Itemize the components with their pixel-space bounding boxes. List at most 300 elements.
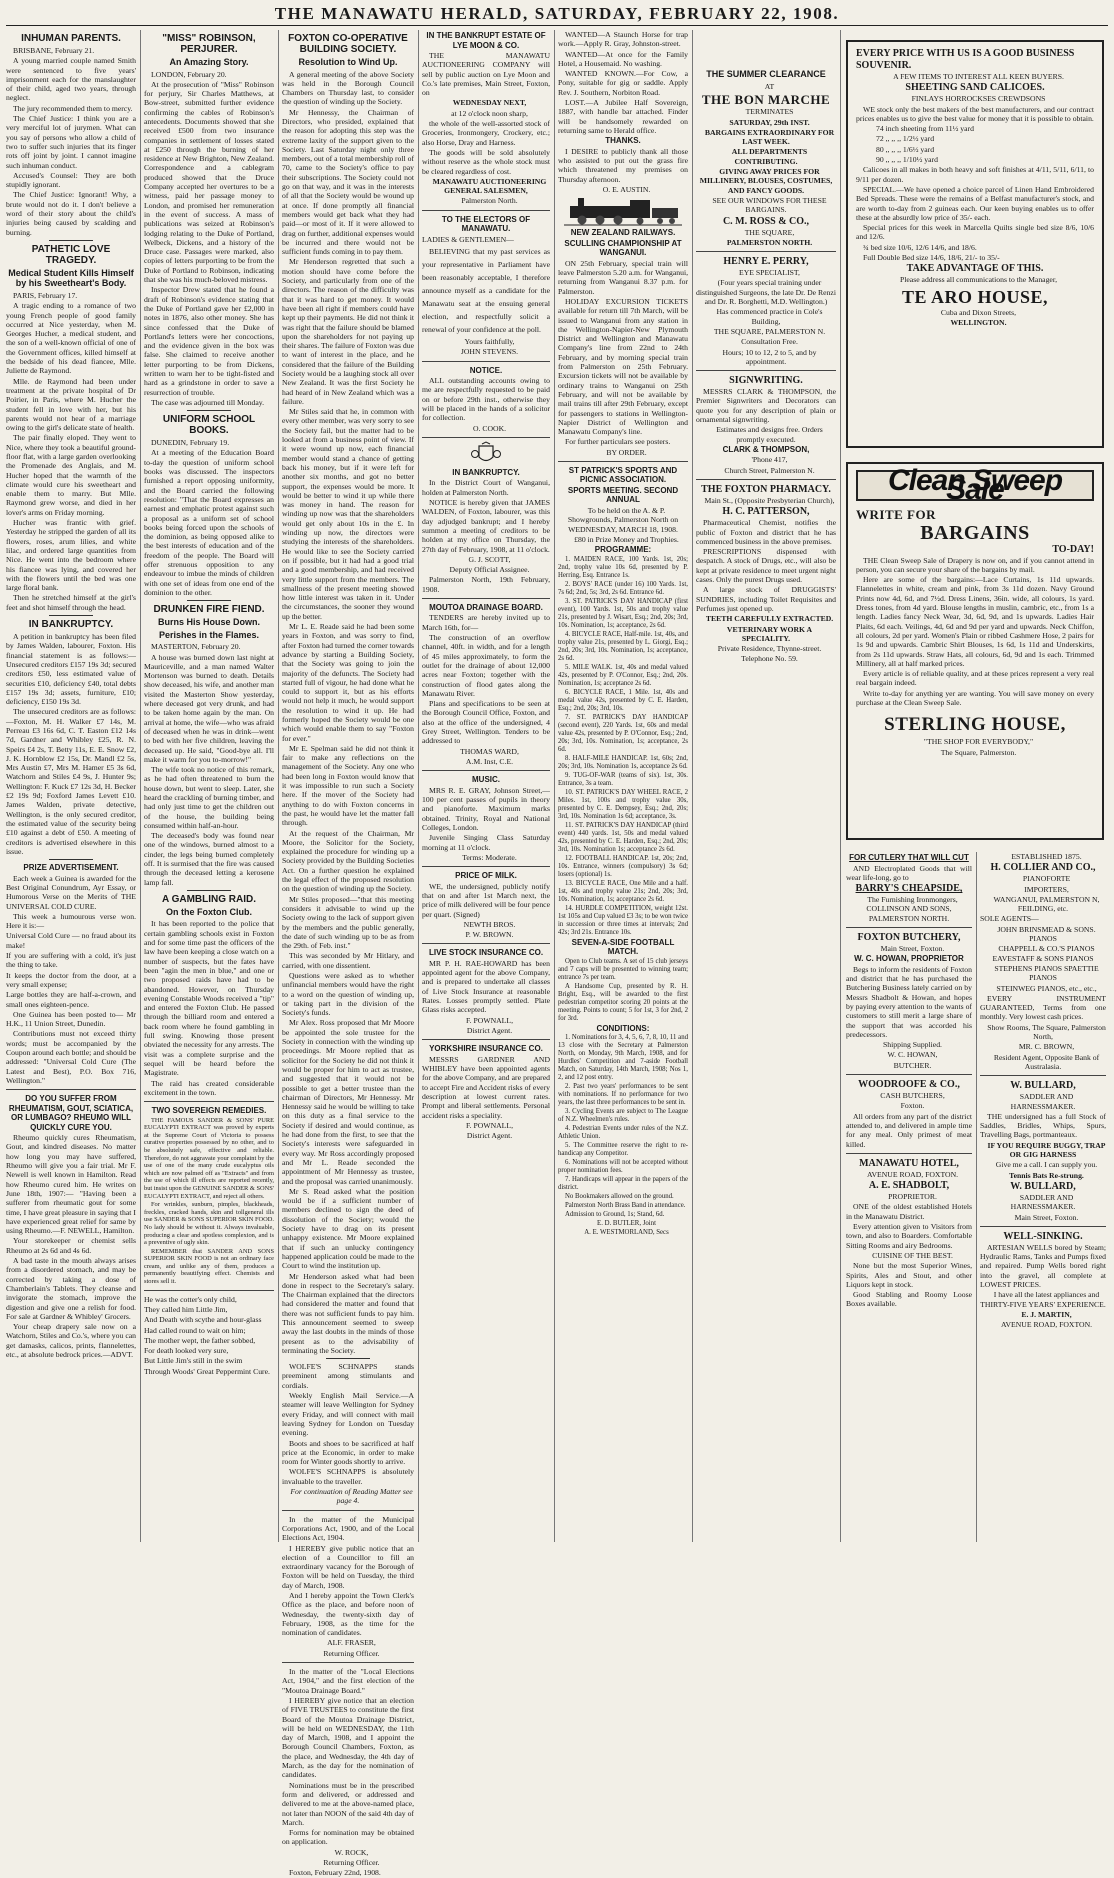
headline: TWO SOVEREIGN REMEDIES. — [151, 1106, 267, 1116]
signature-title: Returning Officer. — [323, 1648, 380, 1658]
salutation: LADIES & GENTLEMEN— — [422, 234, 514, 244]
paragraph: This was seconded by Mr Hitlary, and carried, with one dissentient. — [282, 951, 414, 970]
programme-item: 7. ST. PATRICK'S DAY HANDICAP (second event), 220 Yards. 1st, 60s and medal value 42s, presented by P. O'Connor, Esq.; 2nd, 20s; 3rd, 10s. Nomination, 1s; acceptance, 2s 6d. — [558, 713, 688, 753]
headline: MOUTOA DRAINAGE BOARD. — [429, 602, 543, 612]
paragraph: Good Stabling and Roomy Loose Boxes available. — [846, 1290, 972, 1309]
proprietor: W. C. HOWAN, PROPRIETOR — [854, 954, 964, 964]
paragraph: Estimates and designs free. Orders promptly executed. — [716, 425, 823, 444]
signature-title: Returning Officer. — [323, 1858, 380, 1868]
dateline: BRISBANE, February 21. — [13, 46, 95, 55]
paragraph: Shipping Supplied. — [883, 1040, 942, 1050]
paragraph: A general meeting of the above Society was held in the Borough Council Chambers on Thursday last, to consider the question of winding up the Society. — [282, 69, 414, 107]
paragraph: Mr Henderson asked what had been done in respect to the Secretary's salary. The Chairman explained that the directors had considered the matter and found that there was not sufficient funds to pay him. This announcement seemed to sweep away the last doubts in the minds of those present as to the advisability of terminating the Society. — [282, 1271, 414, 1355]
subheadline: SCULLING CHAMPIONSHIP AT WANGANUI. — [564, 238, 682, 258]
classified-ad: WANTED—A Staunch Horse for trap work.—Apply R. Gray, Johnston-street. — [558, 30, 688, 49]
ad-headline: BARGAINS — [920, 521, 1030, 544]
paragraph: Mr Stiles said that he, in common with every other member, was very sorry to see the Society fail, but the matter had to be looked at from a business point of view. If it were wound up now, each financial member would stand a chance of getting back his money, but if it were left for another six months, and got no better support, the expenses would be more. It would be better to wind it up while there was money in hand. The reason for winding up now was that the shareholders would get only about 10s in the £. In winding up now, the directors were studying the interests of the shareholders. He would like to see the Society carried on if possible, but it had had a good trial and a good membership, and had received very little support from the members. The smallness of the present meeting showed how little interest was taken in it. Under the circumstances, the sooner they wound up the better. — [282, 407, 414, 621]
business-name: W. BULLARD, — [1010, 1080, 1076, 1092]
subheadline: An Amazing Story. — [169, 57, 249, 67]
store-name: C. M. ROSS & CO., — [722, 215, 810, 227]
paragraph: MESSRS CLARK & THOMPSON, the Premier Signwriters and Decorators can quote you for any description of plain or ornamental signwriting. — [696, 387, 836, 425]
notice: Nominations must be in the prescribed form and delivered, or addressed and delivered to me at the above-named place, not later than NOON of the said 4th day of March. — [282, 1780, 414, 1827]
paragraph: NOTICE is hereby given that JAMES WALDEN, of Foxton, labourer, was this day adjudged bankrupt; and I hereby summon a meeting of creditors to be holden at my office on Thursday, the 27th day of February, 1908, at 11 o'clock. — [422, 498, 550, 554]
business-name: THE FOXTON PHARMACY. — [701, 484, 831, 495]
paragraph: EYE SPECIALIST, — [739, 268, 800, 278]
paragraph: Pharmaceutical Chemist, notifies the public of Foxton and district that he has commenced business in the above premises. — [696, 518, 836, 546]
paragraph: All orders from any part of the district attended to, and delivered in ample time for any meal. Only primest of meat killed. — [846, 1111, 972, 1149]
paragraph: THE MANAWATU AUCTIONEERING COMPANY will sell by public auction on Lye Moon and Co.'s late premises, Main Street, Foxton, on — [422, 51, 550, 98]
notice: I HEREBY give public notice that an election of a Councillor to fill an extraordinary vacancy for the Borough of Foxton will be held on Tuesday, the third day of March, 1908. — [282, 1543, 414, 1590]
store-address: THE SQUARE, — [744, 227, 795, 237]
column-8 — [846, 852, 972, 1542]
paragraph: 'Phone 417, — [751, 455, 788, 465]
notice-date: Foxton, February 22nd, 1908. — [289, 1868, 381, 1878]
store-tagline: "THE SHOP FOR EVERYBODY," — [923, 737, 1034, 747]
paragraph: Boots and shoes to be sacrificed at half price at the Economic, in order to make room for Winter goods shortly to arrive. — [282, 1438, 414, 1467]
paragraph: Every article is of reliable quality, and at these prices represent a very real real bargain indeed. — [856, 669, 1094, 688]
programme-item: 6. BICYCLE RACE, 1 Mile. 1st, 40s and medal value 42s, presented by C. E. Harden, Esq.; 2nd, 20s; 3rd, 10s. — [558, 688, 688, 712]
paragraph: The jury recommended them to mercy. — [13, 103, 133, 113]
headline: THANKS. — [605, 136, 641, 146]
signature: W. ROCK, — [334, 1847, 369, 1857]
headline: PRIZE ADVERTISEMENT. — [23, 863, 119, 873]
paragraph: STEINWEG PIANOS, etc., etc., — [996, 983, 1097, 993]
signature: O. COOK. — [472, 423, 507, 433]
auctioneer-name: MANAWATU AUCTIONEERING GENERAL SALESMEN, — [432, 176, 547, 196]
paragraph: A petition in bankruptcy has been filed by James Walden, labourer, Foxton. His financial statement is as follows:—Unsecured creditors £157 19s 3d; secured creditors £50, less estimated value of securities £10, deficiency £40, total debts £157 19s 3d; assets, furniture, £10; deficiency, £150 19s 3d. — [6, 632, 136, 707]
paragraph: One Guinea has been posted to— Mr H.K., 11 Union Street, Dunedin. — [6, 1009, 136, 1029]
notice: In the matter of the "Local Elections Act, 1904," and the first election of the "Moutoa Drainage Board." — [282, 1667, 414, 1695]
divider — [422, 210, 550, 211]
verse-line: The mother wept, the father sobbed, — [144, 1335, 256, 1345]
programme-item: 1. MAIDEN RACE, 100 Yards. 1st, 20s; 2nd, trophy value 10s 6d, presented by P. Herring, Esq. Entrance 1s. — [558, 555, 688, 579]
headline: YORKSHIRE INSURANCE CO. — [429, 1044, 543, 1054]
programme-item: 2. BOYS' RACE (under 16) 100 Yards. 1st, 7s 6d; 2nd, 5s; 3rd, 2s 6d. Entrance 6d. — [558, 580, 688, 596]
paragraph: MR. C. BROWN, — [1018, 1042, 1075, 1052]
subheadline: Burns His House Down. — [157, 617, 260, 628]
verse-line: They called him Little Jim, — [144, 1304, 228, 1314]
divider — [422, 437, 550, 438]
paragraph: Mr Henderson regretted that such a motion should have come before the Society, and particularly from one of the directors. The reason of the difficulty was that it was hard to get money. It would have been all right if members could have kept up their payments. He did not think it was right that the failure should be blamed upon the shareholders for not paying up their shares. The failure of Foxton was due to want of interest in the place, and he considered that the failure of the Building Society would be a laughing stock all over New Zealand. It was the first Society he had heard of in New Zealand which was a failure. — [282, 257, 414, 406]
paragraph: the whole of the well-assorted stock of Groceries, Ironmongery, Crockery, etc.; also Horse, Dray and Harness. — [422, 119, 550, 147]
paragraph: The raid has created considerable excitement in the town. — [144, 1078, 274, 1097]
paragraph: THE FAMOUS SANDER & SONS' PURE EUCALYPTI EXTRACT was proved by experts at the Supreme Court of Victoria to possess curative properties possessed by no other, and to be absolutely safe, effective and reliable. Therefore, do not aggravate your complaint by the use of one of the many crude eucalyptus oils which are now palmed off as "Extracts" and from the use of which ill effects are reported recently, but insist upon the GENUINE SANDER & SONS' EUCALYPTI EXTRACT, and reject all others. — [144, 1116, 274, 1200]
verse-line: Universal Cold Cure — no fraud about its make! — [6, 931, 136, 950]
store-address: The Square, Palmerston. — [940, 747, 1017, 757]
signature: E. D. BUTLER, Joint — [597, 1220, 656, 1228]
paragraph: ARTESIAN WELLS bored by Steam; Hydraulic Rams, Tanks and Pumps fixed and repaired. Pump Wells bored right into the gravel, all complete at LOWEST PRICES. — [980, 1242, 1106, 1289]
paragraph: THE SQUARE, PALMERSTON N. — [713, 326, 826, 336]
headline: SEVEN-A-SIDE FOOTBALL MATCH. — [571, 937, 675, 957]
paragraph: The Furnishing Ironmongers, COLLINSON AND SONS, PALMERSTON NORTH. — [866, 895, 958, 923]
condition-item: 4. Pedestrian Events under rules of the N.Z. Athletic Union. — [558, 1125, 688, 1141]
paragraph: Questions were asked as to whether unfinancial members would have the right to a word on the question of winding up, or taking part in the division of the Society's funds. — [282, 971, 414, 1018]
paragraph: IMPORTERS, — [1024, 884, 1069, 894]
paragraph: A tragic ending to a romance of two young French people of good family occurred at Nice yesterday, when M. Georges Hucher, a medical student, and the son of a well-known official of one of the Government offices, killed himself at the bedside of his dead fiancee, Mlle. Juliette de Raymond. — [6, 301, 136, 376]
business-name: HENRY E. PERRY, — [723, 256, 809, 268]
paragraph: A young married couple named Smith were sentenced to five years' imprisonment each for the manslaughter of their child, aged two years, through neglect. — [6, 56, 136, 103]
paragraph: A Handsome Cup, presented by R. H. Bright, Esq., will be awarded to the first pedestrian competitor scoring 20 points at the meeting. Points to count; 5 for 1st, 3 for 2nd, 2 for 3rd. — [558, 982, 688, 1022]
subheadline: Medical Student Kills Himself by his Sweetheart's Body. — [8, 267, 134, 289]
paragraph: AVENUE ROAD, FOXTON. — [866, 1169, 959, 1179]
paragraph: Church Street, Palmerston N. — [724, 465, 815, 475]
headline: A GAMBLING RAID. — [161, 893, 257, 905]
business-name: MANAWATU HOTEL, — [859, 1157, 959, 1169]
divider — [422, 361, 550, 362]
ad-headline: WRITE FOR — [856, 506, 936, 522]
divider — [187, 600, 231, 601]
divider — [422, 943, 550, 944]
paragraph: The Chief Justice: Ignorant! Why, a brute would not do it. I don't believe a word of their story about the child's injuries being caused by scalding and burning. — [6, 190, 136, 237]
paragraph: Then he stretched himself at the girl's feet and shot himself through the head. — [6, 593, 136, 612]
paragraph: PIANOFORTE — [1022, 874, 1071, 884]
paragraph: Calicoes in all makes in both heavy and soft finishes at 4/11, 5/11, 6/11, to 9/11 per dozen. — [856, 165, 1094, 184]
locomotive-icon — [564, 196, 682, 226]
paragraph: It has been reported to the police that certain gambling schools exist in Foxton and for some time past the officers of the law have been keeping a close watch on a number of suspects, but the fates have been "agin the men in blue," and one or two proposed raids have had to be abandoned. However, on Thursday evening Constable Woods received a "tip" and entered the Foxton Club. He passed through the billiard room and entered a back room where he found gambling in full swing. Knowing those present obviated the necessity for any arrests. The visit was a complete surprise and the sequel will be heard before the Magistrate. — [144, 919, 274, 1078]
paragraph: Your storekeeper or chemist sells Rheumo at 2s 6d and 4s 6d. — [6, 1236, 136, 1255]
column-4 — [422, 30, 550, 1542]
notice: I HEREBY give notice that an election of FIVE TRUSTEES to constitute the first Board of the Moutoa Drainage District, will be held on WEDNESDAY, the 11th day of March, 1908, and I appoint the Borough Council Chambers, Foxton, as the place, and Wednesday, the 4th day of March, as the day for the nomination of candidates. — [282, 1695, 414, 1780]
verse-line: For death looked very sure, — [144, 1346, 229, 1356]
headline: NOTICE. — [469, 365, 503, 375]
divider — [422, 1039, 550, 1040]
paragraph: To be held on the A. & P. Showgrounds, Palmerston North on WEDNESDAY, MARCH 18, 1908. — [567, 505, 679, 534]
headline: WELL-SINKING. — [1003, 1230, 1083, 1242]
headline: MUSIC. — [472, 775, 500, 785]
signature: W. C. HOWAN, — [887, 1050, 938, 1060]
signature: ALF. FRASER, — [327, 1638, 376, 1648]
signature-title: BUTCHER. — [893, 1060, 932, 1070]
headline: ST PATRICK'S SPORTS AND PICNIC ASSOCIATION. — [568, 465, 678, 485]
paragraph: ALL DEPARTMENTS CONTRIBUTING. — [731, 147, 808, 166]
headline: UNIFORM SCHOOL BOOKS. — [162, 414, 256, 437]
divider — [187, 890, 231, 891]
paragraph: Consultation Free. — [741, 337, 798, 347]
headline: IN BANKRUPTCY. — [28, 619, 114, 631]
signature-title: A.M. Inst, C.E. — [465, 756, 514, 766]
continuation-note: For continuation of Reading Matter see page 4. — [290, 1487, 413, 1506]
paragraph: Mr Alex. Ross proposed that Mr Moore be appointed the sole trustee for the Society in connection with the winding up proceedings. Mr Moore replied that as solicitor for the Society he did not think it would be proper for him to act as trustee, and suggested that it would not be possible to get a better trustee than the chairman of Directors, Mr Hennessy. Mr Hennessy said he would be willing to take on this duty as a final service to the Society if desired and would continue, as he had done from the first, to see that the Society's interests were safeguarded in every way. Mr Ross accordingly proposed and Mr L. Reade seconded the appointment of Mr Hennessy as trustee, and the proposal was carried unanimously. — [282, 1018, 414, 1186]
signature: BY ORDER. — [606, 447, 647, 457]
divider — [282, 1510, 414, 1511]
te-aro-house-ad — [846, 40, 1104, 450]
signature: E. J. MARTIN, — [1021, 1309, 1072, 1319]
signature-title: District Agent. — [466, 1025, 513, 1035]
paragraph: Mr Stiles proposed—"that this meeting considers it advisable to wind up the Society owing to the lack of support given by the members and the public generally, the date of such winding up to be as from the 29th. of Feb. inst." — [282, 894, 414, 951]
paragraph: The pair finally eloped. They went to Nice, where they took a beautiful ground-floor flat, with a large garden overlooking the Promenade des Anglais, and M. Hucher hoped that the warmth of the climate would cure his sweetheart and enable them to marry. But Mlle. Raymond grew worse, and died in her lover's arms on Friday morning. — [6, 433, 136, 517]
condition-item: 2. Past two years' performances to be sent with nominations. If no performance for two years, the last three performances to be sent in. — [558, 1083, 688, 1107]
column-rule — [554, 30, 555, 1542]
paragraph: At the request of the Chairman, Mr Moore, the Solicitor for the Society, explained the procedure for winding up a Society provided by the Building Societies Act. On a further question he explained the legal effect of the proposed resolution on the question of winding up the Society. — [282, 828, 414, 894]
paragraph: Palmerston North Brass Band in attendance. — [565, 1202, 686, 1210]
column-3 — [282, 30, 414, 1878]
programme-item: 9. TUG-OF-WAR (teams of six). 1st, 30s. Entrance, 3s a team. — [558, 771, 688, 787]
paragraph: SPECIAL.—We have opened a choice parcel of Linen Hand Embroidered Bed Spreads. These were the remains of a Belfast manufacturer's stock, and are worth to-day from 2 guineas each. Our keen buying enables us to offer these at the absurdly low price of 35/- each. — [856, 184, 1094, 222]
divider — [980, 1226, 1106, 1227]
paragraph: SEE OUR WINDOWS FOR THESE BARGAINS. — [712, 195, 827, 215]
paragraph: WE, the undersigned, publicly notify that on and after 1st March next, the price of milk delivered will be four pence per quart. (Signed) — [422, 881, 550, 919]
paragraph: Open to Club teams. A set of 15 club jerseys and 7 caps will be presented to winning team; entrance 7s per team. — [558, 957, 688, 981]
classified-ad: WANTED KNOWN.—For Cow, a Pony, suitable for gig or saddle. Apply Rev. J. Southern, Norbiton Road. — [558, 69, 688, 97]
signature-title: District Agent. — [466, 1131, 513, 1141]
paragraph: Plans and specifications to be seen at the Borough Council Office, Foxton, and also at the office of the undersigned, 4 Grey Street, Wellington. Tenders to be addressed to — [422, 699, 550, 746]
store-address: Cuba and Dixon Streets, — [940, 307, 1017, 317]
paragraph: Hucher was frantic with grief. Yesterday he stripped the garden of all its flowers, roses, arum lilies, and white lilac, and ordered large quantities from Nice. He went into the bedroom where his fiancee was lying, and covered her with the flowers until the bed was one large floral bank. — [6, 518, 136, 593]
classified-ad: LOST.—A Jubilee Half Sovereign, 1887, with handle bar attached. Finder will be handsomely rewarded on returning same to Herald office. — [558, 98, 688, 135]
paragraph: No Bookmakers allowed on the ground. — [565, 1193, 674, 1201]
paragraph: In the District Court of Wanganui, holden at Palmerston North. — [422, 478, 550, 497]
paragraph: CUISINE OF THE BEST. — [872, 1250, 953, 1260]
paragraph: Private Residence, Thynne-street. — [717, 644, 822, 654]
dateline: DUNEDIN, February 19. — [151, 438, 230, 448]
ad-headline: TAKE ADVANTAGE OF THIS. — [906, 263, 1044, 275]
sale-date: WEDNESDAY NEXT, — [452, 98, 527, 108]
paragraph: PRESCRIPTIONS dispensed with despatch. A stock of Drugs, etc., will also be kept at private residence to meet urgent night cases. Only the purest Drugs used. — [696, 547, 836, 585]
verse-line: Large bottles they are half-a-crown, and small ones eighteen-pence. — [6, 990, 136, 1009]
divider — [49, 615, 93, 616]
paragraph: AND Electroplated Goods that will wear life-long, go to — [846, 863, 972, 882]
paragraph: The case was adjourned till Monday. — [151, 397, 265, 407]
subheadline: SPORTS MEETING. SECOND ANNUAL — [567, 485, 679, 505]
paragraph: Main St., (Opposite Presbyterian Church), — [704, 496, 835, 505]
divider — [187, 410, 231, 411]
headline: PRICE OF MILK. — [455, 871, 517, 881]
programme-item: 14. HURDLE COMPETITION, weight 12st. 1st 105s and Cup valued £3 3s; to be won twice in succession or three times at intervals; 2nd 42s; 3rd 21s. Entrance 10s. — [558, 904, 688, 936]
paragraph: AT — [764, 82, 775, 91]
paragraph: Mlle. de Raymond had been under treatment at the private hospital of Dr Poirier, in Paris, where M. Hucher the student fell in love with her, but his parents would not hear of a marriage owing to the girl's delicate state of health. — [6, 376, 136, 433]
divider — [846, 927, 972, 928]
verse-line: But Little Jim's still in the swim — [144, 1356, 243, 1366]
headline: SIGNWRITING. — [729, 375, 803, 387]
column-rule — [840, 30, 841, 1542]
paragraph: Telephone No. 59. — [741, 654, 798, 664]
paragraph: Inspector Drew stated that he found a draft of Robinson's evidence stating that the Duke of Portland gave her £2,000 in notes in 1876, also other money. She has since confessed that the Duke of Portland's letters were her concoctions, and the evidence given in the box was false. She claimed to receive another letter purporting to be from Dickens, written to warn her to be tight-fisted and hard as a grindstone in order to save a resurrection of trouble. — [144, 285, 274, 397]
column-rule — [976, 852, 977, 1542]
programme-item: 11. ST. PATRICK'S DAY HANDICAP (third event) 440 yards. 1st, 50s and medal valued 42s, presented by C. E. Harden, Esq.; 2nd, 20s; 3rd, 10s. Nomination 1s; acceptance 2s 6d. — [558, 821, 688, 853]
headline: THE SUMMER CLEARANCE — [706, 69, 826, 79]
column-9 — [980, 852, 1106, 1542]
paragraph: WOLFE'S SCHNAPPS is absolutely invaluable to the traveller. — [282, 1467, 414, 1486]
paragraph: WANGANUI, PALMERSTON N, FEILDING, etc. — [993, 894, 1100, 914]
divider — [422, 598, 550, 599]
paragraph: TERMINATES — [745, 107, 794, 117]
column-7 — [696, 30, 836, 1542]
paragraph: Accused's Counsel: They are both stupidly ignorant. — [6, 170, 136, 190]
condition-item: 7. Handicaps will appear in the papers of the district. — [558, 1176, 688, 1192]
paragraph: SATURDAY, 29th INST. — [729, 117, 810, 127]
column-rule — [692, 30, 693, 1542]
headline: INHUMAN PARENTS. — [21, 33, 121, 44]
condition-item: 1. Nominations for 3, 4, 5, 6, 7, 8, 10, 11 and 13 close with the Secretary at Palmerston North, on Monday, 9th March, 1908, and for Hurdles' Competition and 7-aside Football Match, on Saturday, 14th March, 1908; Nos 1, 2, and 12 post entry. — [558, 1034, 688, 1082]
business-name: H. C. PATTERSON, — [722, 506, 810, 518]
condition-item: 3. Cycling Events are subject to The League of N.Z. Wheelmen's rules. — [558, 1108, 688, 1124]
paragraph: I DESIRE to publicly thank all those who assisted to put out the grass fire which threatened my premises on Thursday afternoon. — [558, 146, 688, 184]
paragraph: SOLE AGENTS— — [980, 914, 1039, 924]
verse-line: Through Woods' Great Peppermint Cure. — [144, 1366, 270, 1376]
headline: IN THE BANKRUPT ESTATE OF LYE MOON & CO. — [426, 31, 546, 50]
price-row: 90 ,, ,, ,, 1/10½ yard — [876, 155, 938, 165]
royal-crest-icon — [469, 442, 503, 466]
signature: JOHN STEVENS. — [460, 347, 519, 357]
subheadline: On the Foxton Club. — [166, 906, 252, 917]
divider — [696, 251, 836, 252]
paragraph: ALL outstanding accounts owing to me are respectfully requested to be paid on or before 29th inst., otherwise they will be placed in the hands of a solicitor for collection. — [422, 376, 550, 423]
dateline: MASTERTON, February 20. — [151, 642, 241, 652]
headline: "MISS" ROBINSON, PERJURER. — [162, 33, 256, 55]
signature: A. E. WESTMORLAND, Secs — [584, 1229, 669, 1237]
ad-headline: TO-DAY! — [1052, 543, 1094, 555]
notice-date: Palmerston North, 19th February, 1908. — [422, 575, 550, 594]
paragraph: Begs to inform the residents of Foxton and district that he has purchased the Butchering Business lately carried on by Messrs Shadbolt & Howan, and hopes by paying every attention to the wants of customers to still merit a large share of the support that was accorded his predecessors. — [846, 964, 972, 1039]
paragraph: Here are some of the bargains:—Lace Curtains, 1s 11d upwards. Flannelettes in white, cream and pink, from 3s 11d dozen. Navy Ground Prints now 4d, 6d, and 7½d. Dress Linens, 36in. wide, all colours, 1s yard. Dress tones, from 4d yard. Blouse lengths in muslin, cambric, etc., from 1s a length. Ladies fancy Neck Wear, 3d, 6d, 9d, and 1s upwards. Ladies Hair Plaits, 6d each. Veilings, 4d, 6d and 9d per yard and upwards. Neck Chiffon, all colours, 2d per yard. Women's Plain or ribbed Cashmere Hose, 2 pairs for 1s 9d and upwards. Cambric Shirt Blouses, 1s 6d, 1s 11d and Underskirts, from 2s 11d upwards. Straw Hats, all colours, 6d, 9d and 1s each. Trimmed Millinery, all at half marked prices. — [856, 575, 1094, 668]
paragraph: JOHN BRINSMEAD & SONS. PIANOS — [997, 924, 1096, 944]
notice: In the matter of the Municipal Corporations Act, 1900, and of the Local Elections Act, 1904. — [282, 1514, 414, 1543]
business-name: FOXTON BUTCHERY, — [857, 931, 961, 943]
paragraph: STEPHENS PIANOS SPAETTIE PIANOS — [994, 963, 1099, 983]
paragraph: (Four years special training under distinguished Surgeons, the late Dr. De Renzi and Dr. R. Borghetti, M.D. Wellington.) — [696, 278, 836, 307]
paragraph: A large stock of DRUGGISTS' SUNDRIES, including Toilet Requisites and Perfumes just opened up. — [696, 585, 836, 613]
paragraph: The construction of an overflow channel, 40ft. in width, and for a length of 45 miles approximately, to form the outlet for the drainage of about 12,000 acres near Foxton; together with the construction of flood gates along the Manawatu River. — [422, 633, 550, 698]
signature: NEWTH BROS. — [463, 919, 516, 929]
verse-line: Had called round to wait on him; — [144, 1325, 246, 1335]
ad-headline: DO YOU SUFFER FROM RHEUMATISM, GOUT, SCIATICA, OR LUMBAGO? RHEUMO WILL QUICKLY CURE YOU. — [8, 1094, 134, 1132]
divider — [144, 1290, 274, 1291]
column-rule — [278, 30, 279, 1542]
paragraph: The unsecured creditors are as follows:—Foxton, M. H. Walker £7 14s, M. Perreau £3 16s 6d, C. T. Easton £12 14s 7d, Gardner and Whibley £25, R. N. Speirs £4 2s, T. Betty 11s, E. E. Snow £2, J. K. Hornblow £2 15s, Dr. Mandl £2 5s, Mrs Austin £7, Mrs M. Hamer £5 3s 6d, Watchorn and Stiles £4 9s, J. Hunter 9s; Wellington: F. Kuck £7 12s 3d, H. Becker £2 19s 9d; Foxford James Levett £10. James Walden, private detective, Wellington, is the only secured creditor, the estimated value of the security being £10 against a debt of £50. A meeting of creditors is advertised elsewhere in this issue. — [6, 707, 136, 856]
headline: IN BANKRUPTCY. — [452, 467, 520, 477]
paragraph: Special prices for this week in Marcella Quilts single bed size 8/6, 10/6 and 12/6. — [856, 223, 1094, 242]
signature-title: AVENUE ROAD, FOXTON. — [1000, 1320, 1093, 1330]
paragraph: IF YOU REQUIRE BUGGY, TRAP OR GIG HARNESS — [987, 1140, 1106, 1160]
divider — [49, 240, 93, 241]
masthead: THE MANAWATU HERALD, SATURDAY, FEBRUARY 22, 1908. — [274, 4, 840, 23]
sale-time: at 12 o'clock noon sharp, — [451, 108, 528, 118]
paragraph: Main Street, Foxton. — [880, 943, 945, 953]
divider — [282, 1662, 414, 1663]
ad-subheadline: A FEW ITEMS TO INTEREST ALL KEEN BUYERS. — [893, 72, 1064, 81]
programme-item: 8. HALF-MILE HANDICAP. 1st, 60s; 2nd, 20s; 3rd, 10s. Nomination 1s, acceptance 2s 6d. — [558, 754, 688, 770]
paragraph: EVERY INSTRUMENT GUARANTEED, Terms from one monthly. Very lowest cash prices. — [980, 993, 1106, 1022]
paragraph: ON 25th February, special train will leave Palmerston 5.20 a.m. for Wanganui, returning from Wanganui 8.37 p.m. for Palmerston. — [558, 258, 688, 296]
paragraph: Tennis Bats Re-strung. — [1009, 1170, 1084, 1180]
proprietor: A. E. SHADBOLT, — [868, 1180, 950, 1192]
paragraph: Full Double Bed size 14/6, 18/6, 21/- to 35/- — [863, 253, 1000, 263]
subheadline: Resolution to Wind Up. — [298, 57, 398, 67]
paragraph: The goods will be sold absolutely without reserve as the whole stock must be cleared regardless of cost. — [422, 147, 550, 176]
classified-ad: WANTED—At once for the Family Hotel, a Housemaid. No washing. — [558, 49, 688, 68]
verse-line: It keeps the doctor from the door, at a very small expense; — [6, 970, 136, 989]
paragraph: The wife took no notice of this remark, as he had often threatened to burn the house down, but went to sleep. Later, she heard the crackling of burning timber, and had only just time to get the children out of the house, the building being consumed within half-an-hour. — [144, 765, 274, 830]
brand-list: FINLAYS HORROCKSES CREWDSONS — [911, 94, 1046, 104]
paragraph: Every attention given to Visitors from town, and also to Boarders. Comfortable Sitting Rooms and airy Bedrooms. — [846, 1222, 972, 1250]
store-city: PALMERSTON NORTH. — [726, 237, 813, 247]
paragraph: SADDLER AND HARNESSMAKER. — [1010, 1092, 1076, 1111]
divider — [696, 479, 836, 480]
paragraph: Resident Agent, Opposite Bank of Australasia. — [993, 1052, 1100, 1071]
divider — [6, 1089, 136, 1090]
masthead-rule — [6, 25, 1108, 26]
paragraph: Mr Hennessy, the Chairman of Directors, who presided, explained that the reason for adopting this step was the extreme laxity of the support given to the Society. Last Saturday night only three members, out of a total membership roll of 70, came to the Society's office to pay their subscriptions. The Society could not go on that way, and it was in the interests of all that the Society would be wound up at once. If done promptly all financial members would get back what they had paid—or most of it. If it were allowed to drag on further, additional expenses would be incurred and there would not be sufficient funds coming in to pay them. — [282, 107, 414, 257]
signature-title: PROPRIETOR. — [888, 1192, 937, 1202]
paragraph: Rheumo quickly cures Rheumatism, Gout, and kindred diseases. No matter how long you may have suffered, Rheumo will give you a fair trial. Mr F. Newell is well known in Hamilton. Read how Rheumo cured him. He writes on June 18th, 1907:— "Having been a sufferer from rheumatic gout for some time, I have great pleasure in saying that I have experienced great relief for same by using Rheumo.—F. NEWELL, Hamilton. — [6, 1133, 136, 1236]
subheadline: Perishes in the Flames. — [158, 629, 260, 640]
signature: G. J. SCOTT, — [468, 554, 511, 564]
paragraph: At a meeting of the Education Board to-day the question of uniform school books was discussed. The inspectors furnished a report opposing uniformity, and the Board carried the following resolution: "That the Board expresses an earnest and emphatic protest against such a proposal as a uniform set of school books being forced upon the schools of the dominion, as being opposed alike to the best interests of education and of the freedom of the people. The Board will offer strenuous opposition to any endeavour to imbue the minds of children with one set of ideas from one end of the dominion to the other. — [144, 448, 274, 597]
paragraph: HOLIDAY EXCURSION TICKETS available for return till 7th March, will be issued to Wanganui from any station in the Wellington-Napier-New Plymouth District and Wellington and Manawatu Company's line from 22nd to 24th February, and by morning special train from Palmerston on 25th February. Excursion tickets will not be available by ordinary trains to Wanganui on 25th February, and will not be available by mail trains till after 29th February, except for passengers to stations in Wellington-Napier District of Wellington and Manawatu Company's line. — [558, 296, 688, 437]
paragraph: BARGAINS EXTRAORDINARY FOR LAST WEEK. — [704, 127, 835, 147]
column-5 — [558, 30, 688, 1542]
store-city: WELLINGTON. — [950, 317, 1007, 327]
paragraph: £80 in Prize Money and Trophies. — [574, 534, 679, 544]
paragraph: WOLFE'S SCHNAPPS stands preeminent among stimulants and cordials. — [282, 1362, 414, 1390]
signature: THOMAS WARD, — [460, 746, 519, 756]
paragraph: ESTABLISHED 1875. — [1011, 852, 1082, 861]
signature: O. E. AUSTIN. — [602, 184, 651, 194]
signature: P. W. BROWN. — [465, 930, 514, 940]
paragraph: Each week a Guinea is awarded for the Best Original Conundrum, Ayr Essay, or Humorous Verse on the Merits of THE UNIVERSAL COLD CURE. — [6, 873, 136, 911]
paragraph: Mr E. Spelman said he did not think it fair to make any reflections on the management of the Society. Any one who had been long in Foxton would know that it was impossible to run such a Society here. If the mover of the Society had anything to do with Foxton concerns in the past, he would have let the matter fall through. — [282, 743, 414, 828]
verse-line: And Death with scythe and hour-glass — [144, 1315, 262, 1325]
business-name: H. COLLIER AND CO., — [990, 862, 1096, 874]
paragraph: At the prosecution of "Miss" Robinson for perjury, Sir Charles Matthews, at Bow-street, submitted further evidence confirming the cables of Robinson's antecedents. Documents showed that she received £500 from two insurance companies in settlement of losses stated at £250 through the burning of her residence at New Brighton, New Zealand. Correspondence and a cablegram produced showed that the Druce Company accepted her overtures to be a witness, paid her passage money to London, and promised her remuneration in the event of success. A mass of publications was seized at Robinson's lodging relating to the Duke of Portland, Welbeck, Dickens, and a history of the Druce case. Passages were marked, also copies of letters purporting to be from the Duke of Portland to Robinson, indicating that she was his much-beloved mistress. — [144, 79, 274, 285]
paragraph: Mr S. Read asked what the position would be if a sufficient number of members declined to sign the deed of dissolution of the Society; would the Society have to drag on its present unhappy existence. Mr Moore explained that if such an unlucky contingency happened application could be made to the Court to wind the institution up. — [282, 1186, 414, 1271]
programme-item: 13. BICYCLE RACE, One Mile and a half. 1st, 40s and trophy value 21s; 2nd, 20s; 3rd, 10s. Nomination, 1s; acceptance 2s 6d. — [558, 879, 688, 903]
business-name: WOODROOFE & CO., — [858, 1079, 960, 1091]
divider — [696, 370, 836, 371]
paragraph: Show Rooms, The Square, Palmerston North, — [987, 1022, 1106, 1042]
paragraph: Contributions must not exceed thirty words; must be accompanied by the Coupon around each bottle; and should be addressed: "Universal Cold Cure (The Latest and Best), P.O. Box 716, Wellington." — [6, 1029, 136, 1085]
divider — [422, 770, 550, 771]
headline: TO THE ELECTORS OF MANAWATU. — [441, 214, 531, 234]
ad-headline: EVERY PRICE WITH US IS A GOOD BUSINESS SOUVENIR. — [856, 48, 1075, 71]
headline: LIVE STOCK INSURANCE CO. — [428, 948, 544, 958]
programme-item: 4. BICYCLE RACE, Half-mile. 1st, 40s, and trophy value 21s, presented by L. Giorgi, Esq.; 2nd, 20s; 3rd, 10s. Nomination, 1s; acceptance, 2s 6d. — [558, 630, 688, 662]
headline: FOR CUTLERY THAT WILL CUT — [849, 853, 969, 862]
divider — [144, 1101, 274, 1102]
condition-item: 5. The Committee reserve the right to re-handicap any Competitor. — [558, 1142, 688, 1158]
programme-item: 5. MILE WALK. 1st, 40s and medal valued 42s, presented by P. O'Connor, Esq.; 2nd, 20s. Nomination, 1s; acceptance 2s 6d. — [558, 663, 688, 687]
paragraph: Juvenile Singing Class Saturday morning at 11 o'clock. — [422, 833, 550, 852]
column-1 — [6, 30, 136, 1542]
paragraph: MRS R. E. GRAY, Johnson Street,—100 per cent passes of pupils in theory and pianoforte. Maximum marks obtained. Trinity, Royal and National Colleges, London. — [422, 785, 550, 832]
paragraph: This week a humourous verse won. Here it is:— — [6, 911, 136, 931]
notice: And I hereby appoint the Town Clerk's Office as the place, and before noon of Wednesday, the twenty-sixth day of February, 1908, as the time for the nomination of candidates. — [282, 1591, 414, 1638]
headline: CONDITIONS: — [596, 1023, 650, 1033]
paragraph: TENDERS are hereby invited up to March 16th, for— — [422, 613, 550, 632]
programme-item: 10. ST. PATRICK'S DAY WHEEL RACE, 2 Miles. 1st, 100s and trophy value 30s, presented by C. E. Dempsey, Esq.; 2nd, 20s; 3rd, 10s. Nomination 1s 6d; acceptance, 3s. — [558, 788, 688, 820]
divider — [49, 859, 93, 860]
paragraph: Admission to Ground, 1s; Stand, 6d. — [565, 1211, 665, 1219]
column-rule — [418, 30, 419, 1542]
paragraph: THE undersigned has a full Stock of Saddles, Bridles, Whips, Spurs, Travelling Bags, portmanteaux. — [980, 1111, 1106, 1140]
dateline: LONDON, February 20. — [151, 69, 227, 79]
paragraph: WE stock only the best makers of the best manufacturers, and our contract prices enables us to give the best value for money that it is possible to obtain. — [856, 104, 1094, 123]
paragraph: Mr L. E. Reade said he had been some years in Foxton, and was sorry to find, after Foxton had turned the corner towards advance by starting a Building Society, that the Society was going to join the majority of the defuncts. The Society had started full of vigour, he had done what he could to support it, but as his efforts would not help it much, he would support the resolution to wind it up. He had formerly hoped the Society would be one which would enable them to say "Foxton for ever." — [282, 622, 414, 743]
paragraph: Your cheap drapery sale now on a Watchorn, Stiles and Co.'s, where you can get damasks, calicos, prints, flannelettes, etc., at absolute bedrock prices.—ADVT. — [6, 1322, 136, 1360]
paragraph: TEETH CAREFULLY EXTRACTED. — [705, 614, 834, 624]
paragraph: Give me a call. I can supply you. — [995, 1160, 1098, 1170]
paragraph: For further particulars see posters. — [565, 437, 671, 447]
programme-item: 3. ST. PATRICK'S DAY HANDICAP (first event), 100 Yards. 1st, 50s and trophy value 21s, presented by J. Wisart, Esq.; 2nd, 20s; 3rd, 10s. Nomination, 1s; acceptance, 2s 6d. — [558, 597, 688, 629]
paragraph: The deceased's body was found near one of the windows, burned almost to a cinder, the legs being burned completely off. It is surmised that the fire was caused through the deceased letting a kerosene lamp fall. — [144, 831, 274, 887]
auctioneer-place: Palmerston North. — [461, 196, 518, 206]
paragraph: A bad taste in the mouth always arises from a disordered stomach, and may be corrected by taking a dose of Chamberlain's Tablets. They cleanse and invigorate the stomach, improve the digestion and give one a relish for food. For sale at Gardner & Whibley' Grocers. — [6, 1256, 136, 1321]
price-row: 74 inch sheeting from 11½ yard — [876, 124, 974, 134]
business-name: W. BULLARD, — [1010, 1180, 1076, 1192]
headline: PATHETIC LOVE TRAGEDY. — [31, 243, 111, 266]
column-rule — [140, 30, 141, 1542]
verse-line: He was the cotter's only child, — [144, 1294, 237, 1304]
